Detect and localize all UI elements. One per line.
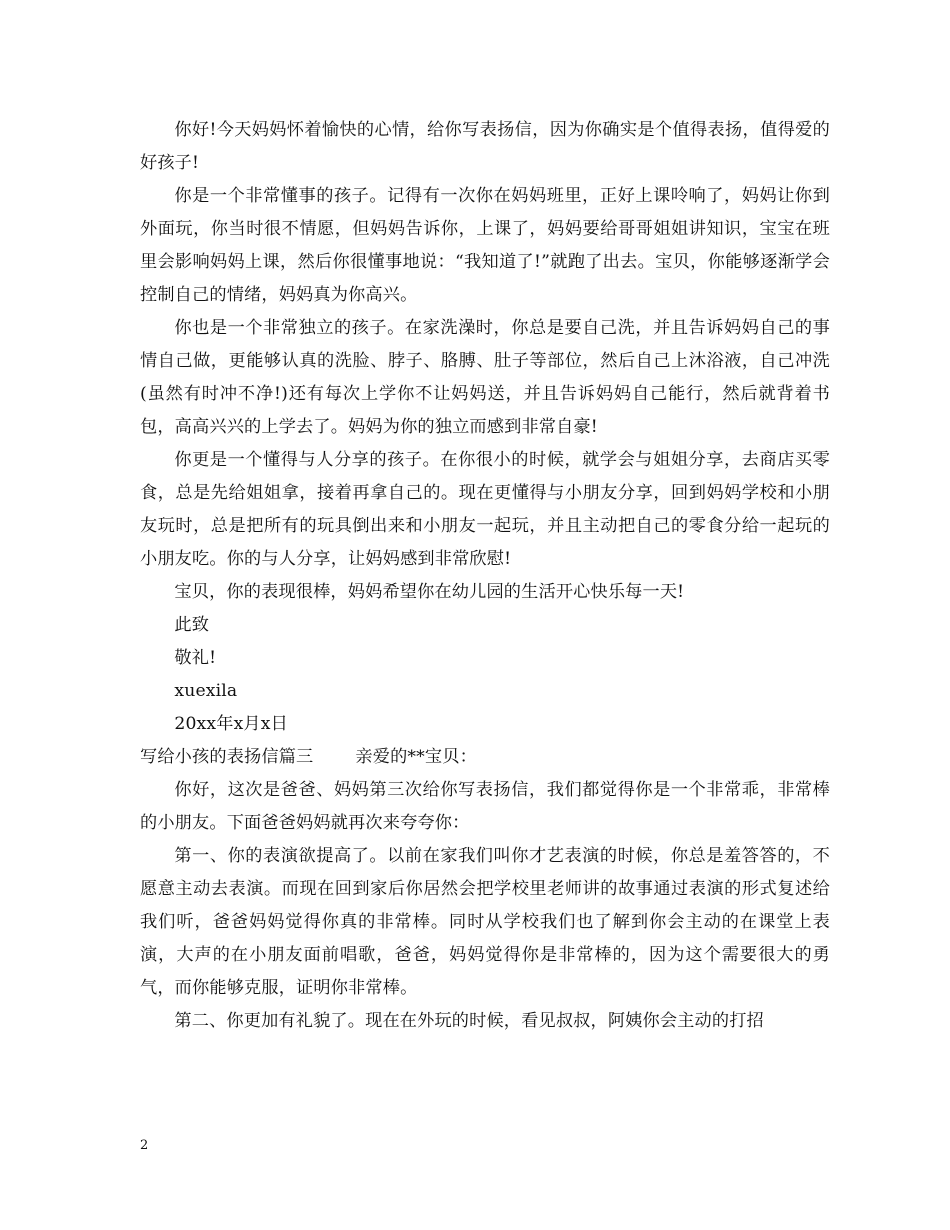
- page-number: 2: [140, 1138, 149, 1153]
- document-body: [140, 114, 830, 1038]
- letter-paragraph: 你是一个非常懂事的孩子。记得有一次你在妈妈班里，正好上课呤响了，妈妈让你到外面玩，你当时很不情愿，但妈妈告诉你，上课了，妈妈要给哥哥姐姐讲知识，宝宝在班里会影响妈妈上课，然后你很懂事地说：“我知道了!”就跑了出去。宝贝，你能够逐渐学会控制自己的情绪，妈妈真为你高兴。: [140, 186, 830, 305]
- section-heading-line: [140, 741, 830, 774]
- letter-paragraph: 你好，这次是爸爸、妈妈第三次给你写表扬信，我们都觉得你是一个非常乖，非常棒的小朋友。下面爸爸妈妈就再次来夸夸你：: [140, 780, 830, 833]
- letter-paragraph: 你好!今天妈妈怀着愉快的心情，给你写表扬信，因为你确实是个值得表扬，值得爱的好孩子!: [140, 120, 830, 173]
- section-title: 写给小孩的表扬信篇三: [140, 747, 314, 767]
- letter-paragraph: 宝贝，你的表现很棒，妈妈希望你在幼儿园的生活开心快乐每一天!: [174, 582, 685, 602]
- letter-closing: 此致: [174, 615, 210, 635]
- letter-date: 20xx年x月x日: [174, 714, 288, 734]
- letter-paragraph: 你也是一个非常独立的孩子。在家洗澡时，你总是要自己洗，并且告诉妈妈自己的事情自己做，更能够认真的洗脸、脖子、胳膊、肚子等部位，然后自己上沐浴液，自己冲洗(虽然有时冲不净!)还有每次上学你不让妈妈送，并且告诉妈妈自己能行，然后就背着书包，高高兴兴的上学去了。妈妈为你的独立而感到非常自豪!: [140, 318, 830, 437]
- letter-paragraph: 第二、你更加有礼貌了。现在在外玩的时候，看见叔叔，阿姨你会主动的打招: [174, 1011, 764, 1031]
- letter-signature: xuexila: [174, 681, 238, 701]
- letter-paragraph: 你更是一个懂得与人分享的孩子。在你很小的时候，就学会与姐姐分享，去商店买零食，总是先给姐姐拿，接着再拿自己的。现在更懂得与小朋友分享，回到妈妈学校和小朋友玩时，总是把所有的玩具倒出来和小朋友一起玩，并且主动把自己的零食分给一起玩的小朋友吃。你的与人分享，让妈妈感到非常欣慰!: [140, 450, 830, 569]
- letter-paragraph: 第一、你的表演欲提高了。以前在家我们叫你才艺表演的时候，你总是羞答答的，不愿意主动去表演。而现在回到家后你居然会把学校里老师讲的故事通过表演的形式复述给我们听，爸爸妈妈觉得你真的非常棒。同时从学校我们也了解到你会主动的在课堂上表演，大声的在小朋友面前唱歌，爸爸，妈妈觉得你是非常棒的，因为这个需要很大的勇气，而你能够克服，证明你非常棒。: [140, 846, 830, 998]
- letter-greeting: 亲爱的**宝贝：: [355, 747, 477, 767]
- letter-salute: 敬礼!: [174, 648, 217, 668]
